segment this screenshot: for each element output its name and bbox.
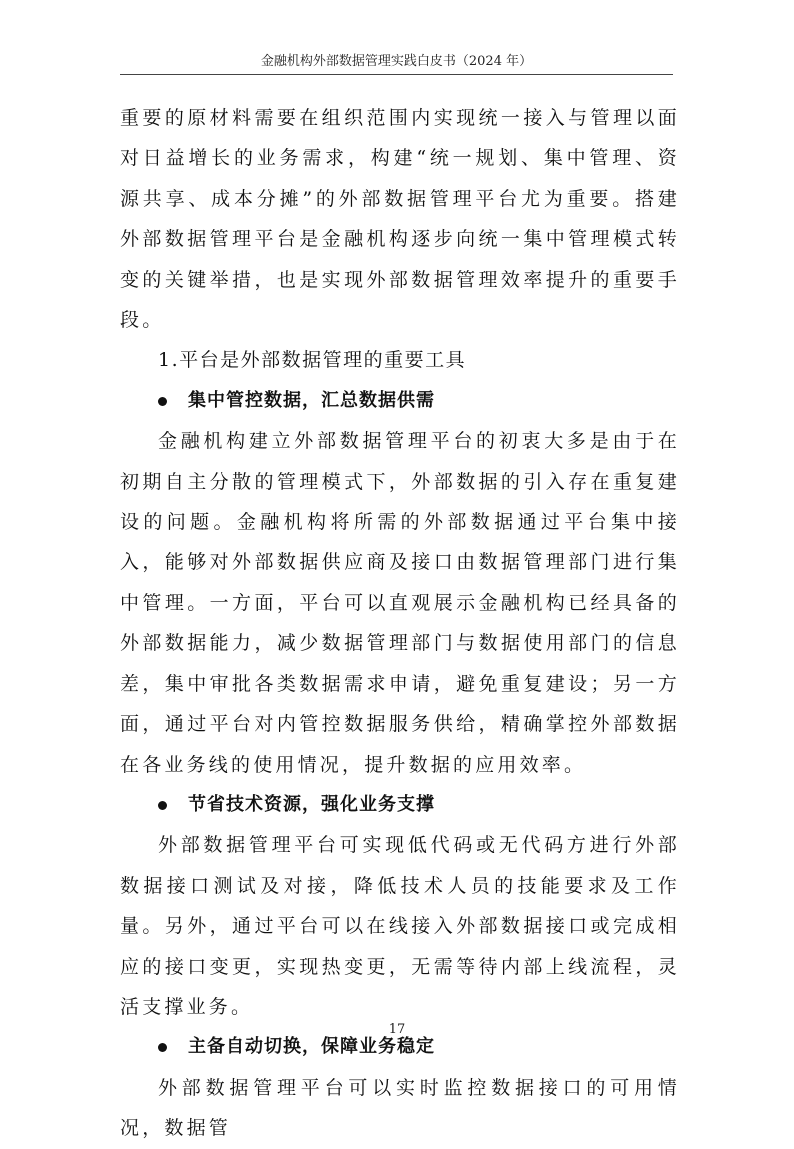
bullet-title: 节省技术资源，强化业务支撑: [188, 793, 435, 815]
bullet-body-save-resources: 外部数据管理平台可实现低代码或无代码方进行外部数据接口测试及对接，降低技术人员的技能要求及工作量。另外，通过平台可以在线接入外部数据接口或完成相应的接口变更，实现热变更，无需等待内部上线流程，灵活支撑业务。: [120, 834, 680, 1018]
section-heading: 1.平台是外部数据管理的重要工具: [158, 349, 467, 372]
bullet-body-centralized-control: 金融机构建立外部数据管理平台的初衷大多是由于在初期自主分散的管理模式下，外部数据的引入存在重复建设的问题。金融机构将所需的外部数据通过平台集中接入，能够对外部数据供应商及接口由数据管理部门进行集中管理。一方面，平台可以直观展示金融机构已经具备的外部数据能力，减少数据管理部门与数据使用部门的信息差，集中审批各类数据需求申请，避免重复建设；另一方面，通过平台对内管控数据服务供给，精确掌控外部数据在各业务线的使用情况，提升数据的应用效率。: [120, 430, 680, 776]
page-number: 17: [388, 1022, 406, 1037]
bullet-dot-icon: [158, 1043, 167, 1052]
bullet-dot-icon: [158, 801, 167, 810]
bullet-body-failover: 外部数据管理平台可以实时监控数据接口的可用情况，数据管: [120, 1076, 680, 1140]
bullet-heading-centralized-control: [120, 381, 680, 421]
intro-paragraph: 重要的原材料需要在组织范围内实现统一接入与管理以面对日益增长的业务需求，构建“统一规划、集中管理、资源共享、成本分摊”的外部数据管理平台尤为重要。搭建外部数据管理平台是金融机构逐步向统一集中管理模式转变的关键举措，也是实现外部数据管理效率提升的重要手段。: [120, 107, 680, 332]
bullet-dot-icon: [158, 397, 167, 406]
bullet-title: 主备自动切换，保障业务稳定: [188, 1036, 435, 1058]
bullet-heading-save-resources: [120, 785, 680, 825]
bullet-title: 集中管控数据，汇总数据供需: [188, 389, 435, 411]
running-header: 金融机构外部数据管理实践白皮书（2024 年）: [120, 50, 673, 75]
page-body: [120, 98, 680, 1149]
